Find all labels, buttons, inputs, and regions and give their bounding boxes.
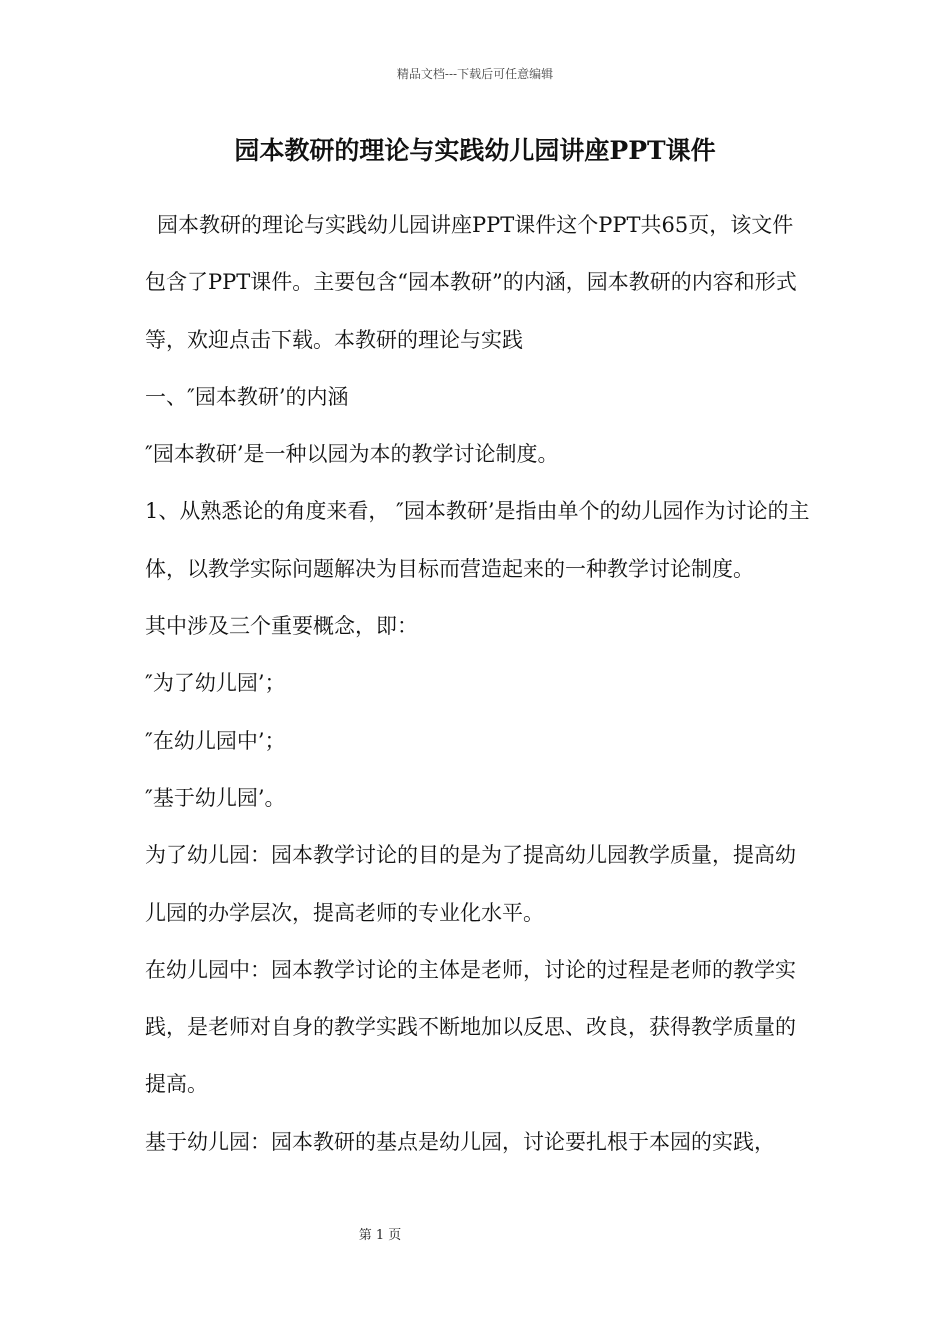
list-item: ″基于幼儿园’。 <box>145 785 286 810</box>
page-header: 精品文档---下载后可任意编辑 <box>396 67 554 81</box>
paragraph: 1、从熟悉论的角度来看， ″园本教研’是指由单个的幼儿园作为讨论的主体，以教学实际问题解决为目标而营造起来的一种教学讨论制度。 <box>145 499 810 581</box>
paragraph: 基于幼儿园：园本教研的基点是幼儿园，讨论要扎根于本园的实践， <box>145 1129 775 1154</box>
list-item: ″为了幼儿园’； <box>145 671 286 696</box>
document-title: 园本教研的理论与实践幼儿园讲座PPT课件 <box>234 136 716 165</box>
document-body <box>145 197 811 1171</box>
paragraph-intro: 园本教研的理论与实践幼儿园讲座PPT课件这个PPT共65页，该文件包含了PPT课件。主要包含“园本教研”的内涵，园本教研的内容和形式等，欢迎点击下载。本教研的理论与实践 <box>145 213 797 352</box>
paragraph: 其中涉及三个重要概念，即： <box>145 614 418 639</box>
paragraph: 为了幼儿园：园本教学讨论的目的是为了提高幼儿园教学质量，提高幼儿园的办学层次，提高老师的专业化水平。 <box>145 843 796 925</box>
page-number: 第 1 页 <box>358 1228 402 1243</box>
paragraph: 在幼儿园中：园本教学讨论的主体是老师，讨论的过程是老师的教学实践，是老师对自身的教学实践不断地加以反思、改良，获得教学质量的提高。 <box>145 957 796 1097</box>
list-item: ″在幼儿园中’； <box>145 728 286 753</box>
paragraph: ″园本教研’是一种以园为本的教学讨论制度。 <box>145 442 559 467</box>
section-heading: 一、″园本教研’的内涵 <box>145 384 349 409</box>
